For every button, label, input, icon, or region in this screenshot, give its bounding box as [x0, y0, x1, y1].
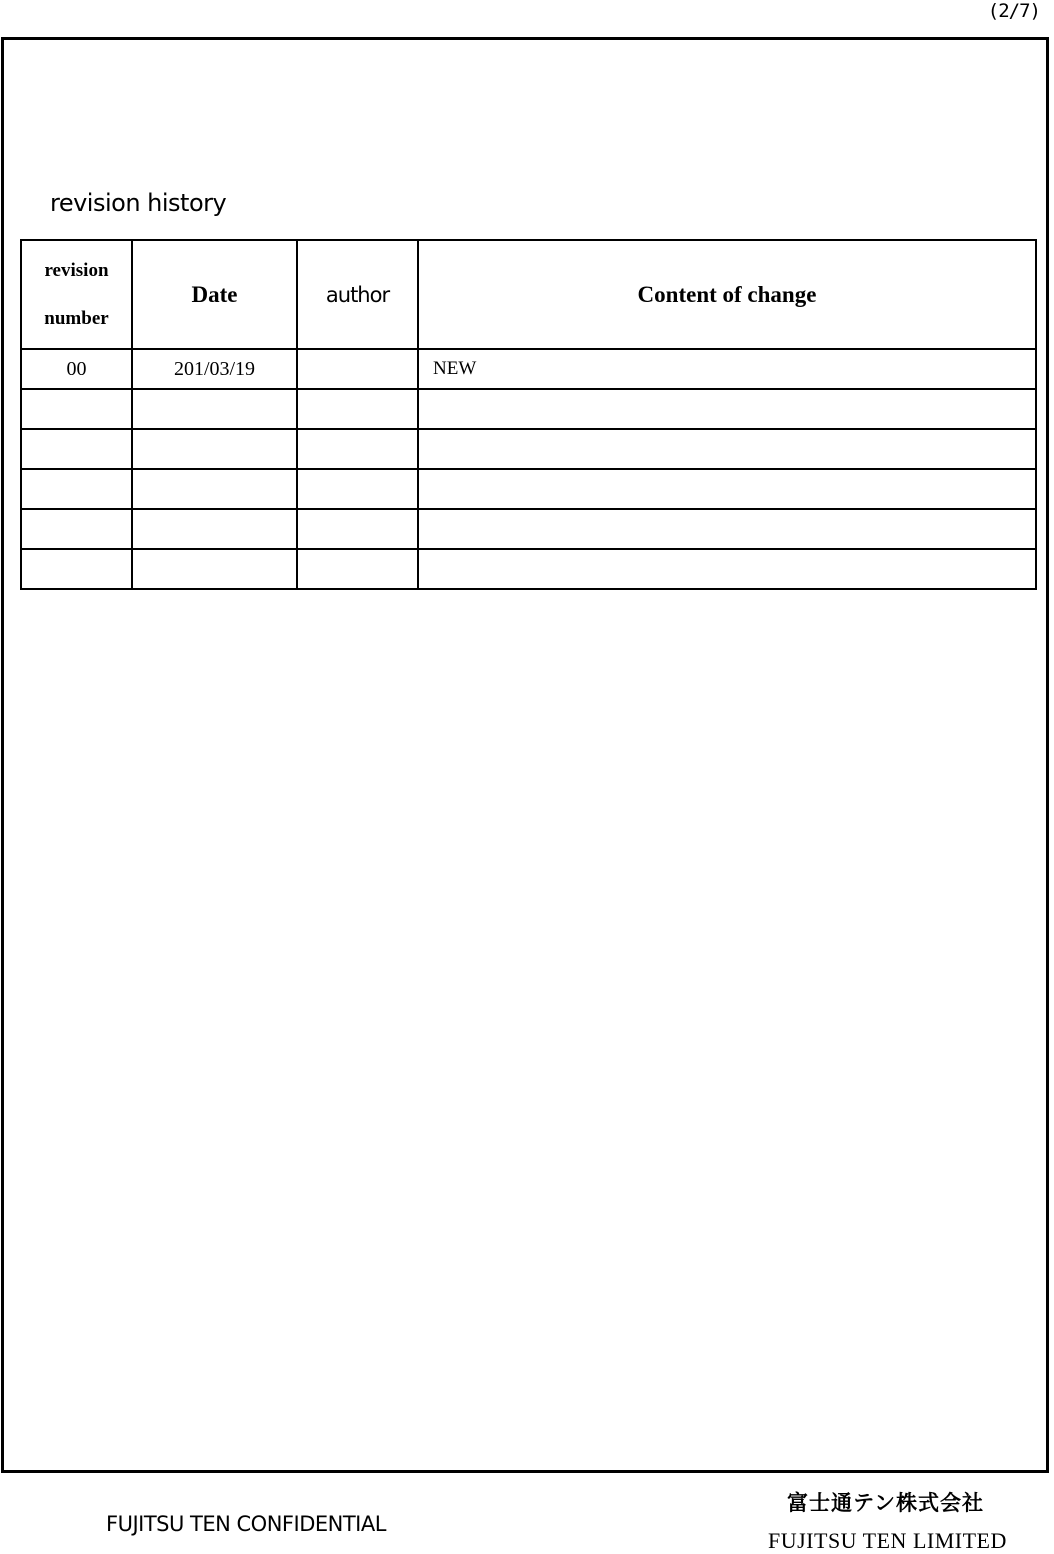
cell-content [418, 469, 1036, 509]
cell-content [418, 429, 1036, 469]
header-revision-number [21, 240, 132, 349]
cell-revision: 00 [21, 349, 132, 389]
cell-date [132, 509, 297, 549]
company-name-japanese: 富士通テン株式会社 [787, 1491, 984, 1515]
page-number: (2/7) [987, 0, 1040, 22]
company-name-english: FUJITSU TEN LIMITED [768, 1528, 1007, 1553]
cell-revision [21, 549, 132, 589]
table-row [21, 389, 1036, 429]
confidential-label: FUJITSU TEN CONFIDENTIAL [106, 1512, 386, 1536]
header-content: Content of change [418, 240, 1036, 349]
cell-content [418, 389, 1036, 429]
header-revision-line1: revision [44, 259, 109, 281]
cell-content [418, 509, 1036, 549]
cell-date [132, 389, 297, 429]
cell-revision [21, 429, 132, 469]
cell-date [132, 549, 297, 589]
cell-revision [21, 509, 132, 549]
header-author: author [297, 240, 418, 349]
cell-author [297, 469, 418, 509]
table-row [21, 469, 1036, 509]
table-row [21, 429, 1036, 469]
table-row [21, 509, 1036, 549]
cell-author [297, 509, 418, 549]
cell-content: NEW [418, 349, 1036, 389]
section-title: revision history [50, 189, 227, 217]
cell-author [297, 389, 418, 429]
cell-date: 201/03/19 [132, 349, 297, 389]
header-date: Date [132, 240, 297, 349]
cell-author [297, 429, 418, 469]
cell-author [297, 549, 418, 589]
table-row [21, 549, 1036, 589]
cell-author [297, 349, 418, 389]
table-header-row [21, 240, 1036, 349]
cell-content [418, 549, 1036, 589]
table-row [21, 349, 1036, 389]
revision-history-table [20, 239, 1037, 590]
cell-revision [21, 389, 132, 429]
cell-date [132, 469, 297, 509]
header-revision-line2: number [44, 307, 109, 329]
cell-date [132, 429, 297, 469]
cell-revision [21, 469, 132, 509]
